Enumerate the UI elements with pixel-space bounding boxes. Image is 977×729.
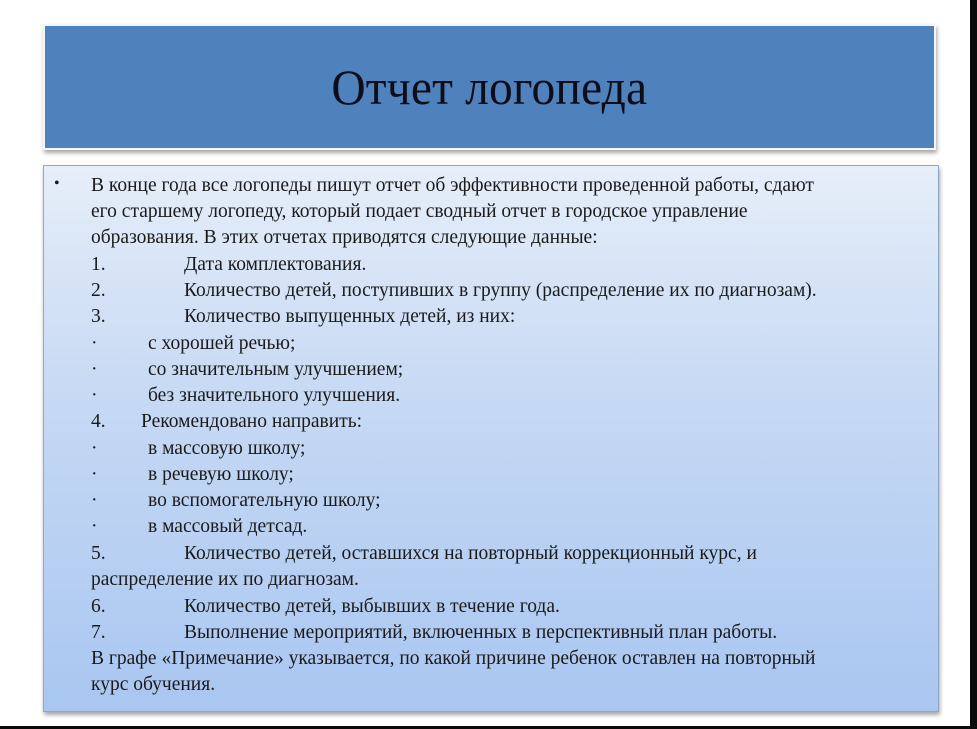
list-item <box>91 541 757 567</box>
sub-bullet-icon: · <box>91 438 98 459</box>
item-number: 2. <box>91 280 106 301</box>
item-number: 6. <box>91 596 106 617</box>
sub-item <box>91 488 381 514</box>
sub-item <box>91 462 294 488</box>
sub-item <box>91 357 404 383</box>
list-item-continuation: распределение их по диагнозам. <box>91 569 359 590</box>
list-item <box>91 278 817 304</box>
slide-title-box <box>43 24 936 150</box>
sub-item-text: в массовую школу; <box>148 438 306 459</box>
sub-item <box>91 383 401 409</box>
sub-item-text: с хорошей речью; <box>148 333 296 354</box>
item-number: 4. <box>91 411 106 432</box>
sub-item-text: со значительным улучшением; <box>148 359 404 380</box>
slide-content-box <box>43 165 939 712</box>
sub-item-text: в речевую школу; <box>148 464 294 485</box>
item-number: 3. <box>91 306 106 327</box>
bullet-icon: • <box>54 175 60 192</box>
sub-item-text: во вспомогательную школу; <box>148 490 381 511</box>
sub-bullet-icon: · <box>91 333 98 354</box>
sub-item-text: в массовый детсад. <box>148 516 308 537</box>
list-item <box>91 409 363 435</box>
item-text: Выполнение мероприятий, включенных в перспективный план работы. <box>184 622 778 643</box>
note-line: В графе «Примечание» указывается, по какой причине ребенок оставлен на повторный <box>91 648 816 669</box>
list-item <box>91 594 560 620</box>
list-item <box>91 252 367 278</box>
sub-bullet-icon: · <box>91 385 98 406</box>
list-item <box>91 304 516 330</box>
sub-bullet-icon: · <box>91 464 98 485</box>
sub-bullet-icon: · <box>91 359 98 380</box>
sub-bullet-icon: · <box>91 516 98 537</box>
item-text: Количество детей, оставшихся на повторный коррекционный курс, и <box>184 543 757 564</box>
item-number: 1. <box>91 254 106 275</box>
sub-item <box>91 331 296 357</box>
item-number: 5. <box>91 543 106 564</box>
item-text: Количество детей, поступивших в группу (распределение их по диагнозам). <box>184 280 817 301</box>
item-text: Дата комплектования. <box>184 254 367 275</box>
item-text: Количество выпущенных детей, из них: <box>184 306 516 327</box>
item-text: Количество детей, выбывших в течение года. <box>184 596 560 617</box>
sub-bullet-icon: · <box>91 490 98 511</box>
list-item <box>91 620 778 646</box>
sub-item-text: без значительного улучшения. <box>148 385 401 406</box>
sub-item <box>91 436 306 462</box>
note-line: курс обучения. <box>91 674 216 695</box>
intro-line: В конце года все логопеды пишут отчет об эффективности проведенной работы, сдают <box>91 175 814 196</box>
intro-line: его старшему логопеду, который подает сводный отчет в городское управление <box>91 201 748 222</box>
item-text: Рекомендовано направить: <box>141 411 363 432</box>
intro-line: образования. В этих отчетах приводятся следующие данные: <box>91 227 598 248</box>
item-number: 7. <box>91 622 106 643</box>
frame-border-right <box>970 0 977 729</box>
sub-item <box>91 514 308 540</box>
slide-title: Отчет логопеда <box>331 59 648 115</box>
